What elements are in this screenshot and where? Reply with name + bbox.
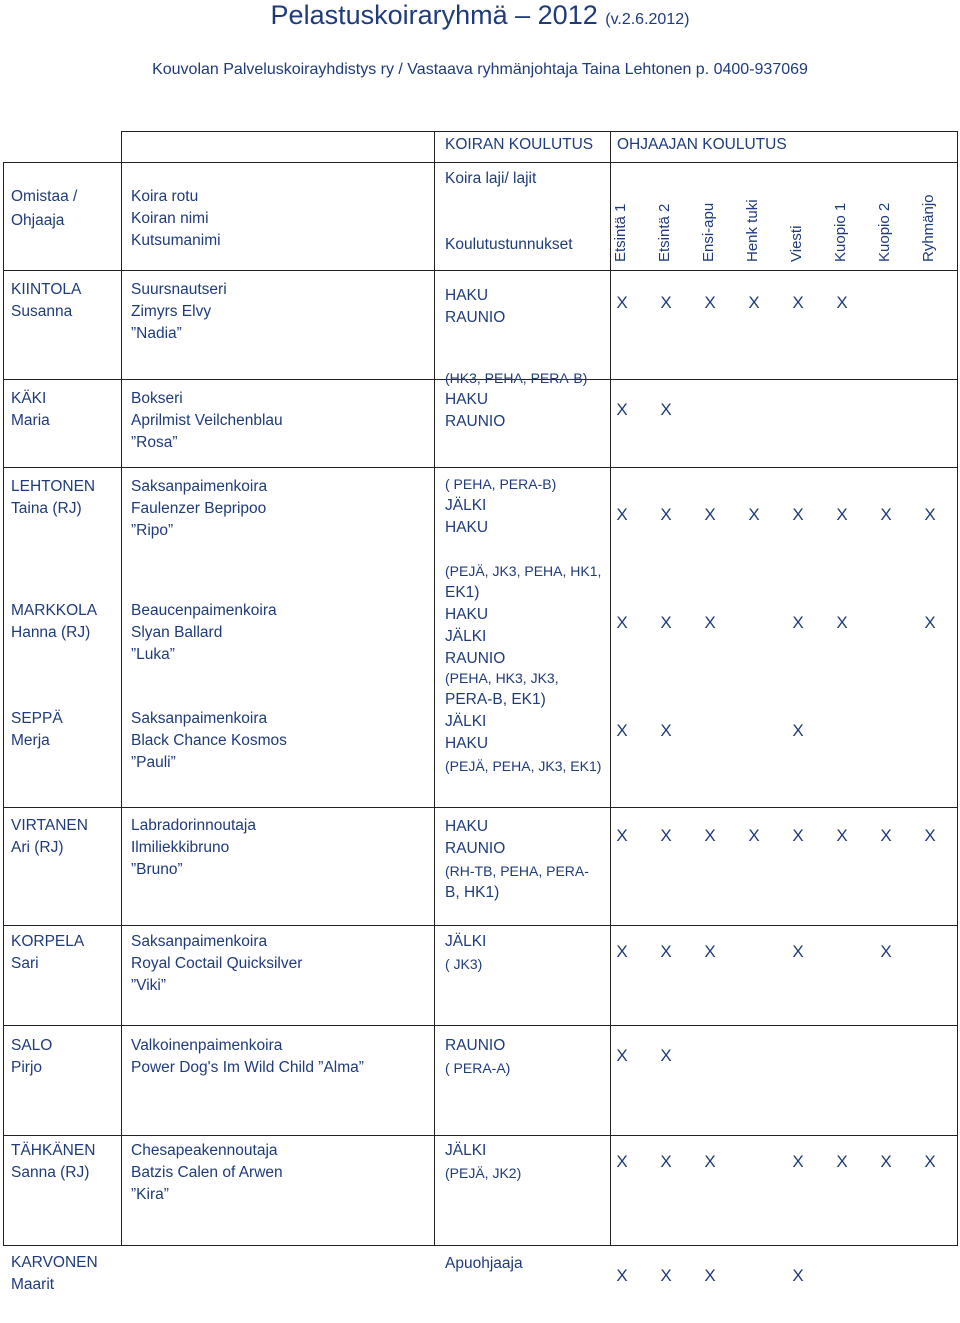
training-type: ( JK3) [445,956,483,972]
dog-info: Slyan Ballard [131,624,223,641]
training-type: JÄLKI [445,713,487,730]
training-mark: X [924,505,936,524]
dog-info: Saksanpaimenkoira [131,478,268,495]
training-type: (PEJÄ, PEHA, JK3, EK1) [445,758,602,774]
training-mark: X [616,613,628,632]
training-mark: X [792,826,804,845]
owner-name: LEHTONEN [11,478,96,495]
header-training-6: Kuopio 2 [876,202,893,262]
training-mark: X [836,293,848,312]
training-mark: X [836,505,848,524]
training-mark: X [660,293,672,312]
owner-name: SALO [11,1037,53,1054]
training-mark: X [880,505,892,524]
dog-info: ”Kira” [131,1186,169,1203]
header-training-5: Kuopio 1 [832,202,849,262]
training-mark: X [616,721,628,740]
training-mark: X [660,1046,672,1065]
owner-name: KORPELA [11,933,85,950]
dog-info: Power Dog's Im Wild Child ”Alma” [131,1059,364,1076]
dog-info: ”Ripo” [131,522,174,539]
owner-name: Merja [11,732,50,749]
header-dog-training: KOIRAN KOULUTUS [445,136,594,153]
table-rule [3,1025,958,1026]
header-call-name: Kutsumanimi [131,232,221,249]
header-training-1: Etsintä 2 [656,203,673,262]
owner-name: TÄHKÄNEN [11,1142,96,1159]
dog-info: ”Viki” [131,977,167,994]
training-mark: X [704,826,716,845]
training-mark: X [704,613,716,632]
table-rule [3,467,958,468]
dog-info: Chesapeakennoutaja [131,1142,278,1159]
table-rule [3,925,958,926]
dog-info: Ilmiliekkibruno [131,839,230,856]
owner-name: Taina (RJ) [11,500,82,517]
owner-name: Sanna (RJ) [11,1164,90,1181]
owner-name: MARKKOLA [11,602,98,619]
header-training-4: Viesti [788,225,805,262]
training-mark: X [616,1046,628,1065]
training-type: JÄLKI [445,1142,487,1159]
dog-info: Aprilmist Veilchenblau [131,412,283,429]
training-type: JÄLKI [445,933,487,950]
dog-info: ”Pauli” [131,754,176,771]
training-mark: X [616,942,628,961]
title-version: (v.2.6.2012) [605,11,690,28]
training-mark: X [792,1266,804,1285]
dog-info: Black Chance Kosmos [131,732,287,749]
dog-info: ”Bruno” [131,861,183,878]
training-mark: X [704,942,716,961]
training-type: PERA-B, EK1) [445,691,546,708]
owner-name: Hanna (RJ) [11,624,91,641]
training-type: HAKU [445,735,489,752]
training-mark: X [704,293,716,312]
training-mark: X [660,1152,672,1171]
owner-name: Ari (RJ) [11,839,64,856]
dog-info: Labradorinnoutaja [131,817,256,834]
training-mark: X [880,826,892,845]
training-mark: X [660,942,672,961]
training-type: (RH-TB, PEHA, PERA- [445,863,589,879]
header-dog-name: Koiran nimi [131,210,209,227]
header-breed: Koira rotu [131,188,199,205]
dog-info: Batzis Calen of Arwen [131,1164,283,1181]
training-mark: X [836,1152,848,1171]
table-rule [3,807,958,808]
header-handler: Ohjaaja [11,212,65,229]
training-mark: X [792,613,804,632]
header-training-0: Etsintä 1 [612,203,629,262]
training-type: ( PEHA, PERA-B) [445,476,557,492]
training-mark: X [924,1152,936,1171]
training-mark: X [792,1152,804,1171]
owner-name: Maarit [11,1276,55,1293]
training-mark: X [748,293,760,312]
training-type: HAKU [445,519,489,536]
training-mark: X [704,505,716,524]
training-type: HAKU [445,818,489,835]
header-training-3: Henk tuki [744,199,761,262]
training-mark: X [660,1266,672,1285]
table-rule [434,131,435,1245]
table-rule [610,131,611,1245]
training-mark: X [880,942,892,961]
training-mark: X [660,505,672,524]
owner-name: KARVONEN [11,1254,98,1271]
page-subtitle: Kouvolan Palveluskoirayhdistys ry / Vastaava ryhmänjohtaja Taina Lehtonen p. 0400-937069 [152,61,808,78]
training-type: HAKU [445,606,489,623]
table-rule [3,162,4,1245]
dog-info: ”Nadia” [131,325,182,342]
training-type: (PEJÄ, JK2) [445,1165,522,1181]
training-mark: X [792,721,804,740]
header-training-7: Ryhmänjo [920,194,937,262]
owner-name: VIRTANEN [11,817,88,834]
dog-info: ”Luka” [131,646,175,663]
table-rule [3,1135,958,1136]
training-mark: X [616,400,628,419]
training-mark: X [836,613,848,632]
training-mark: X [704,1152,716,1171]
table-rule [3,1245,958,1246]
training-type: JÄLKI [445,497,487,514]
table-rule [957,131,958,1245]
training-mark: X [924,613,936,632]
training-mark: X [792,505,804,524]
training-type: RAUNIO [445,309,506,326]
training-type: (PEHA, HK3, JK3, [445,670,559,686]
dog-info: Royal Coctail Quicksilver [131,955,303,972]
training-type: RAUNIO [445,413,506,430]
dog-info: Beaucenpaimenkoira [131,602,277,619]
dog-info: Zimyrs Elvy [131,303,212,320]
training-mark: X [792,942,804,961]
training-type: RAUNIO [445,1037,506,1054]
training-mark: X [616,826,628,845]
training-type: B, HK1) [445,884,500,901]
training-type: Apuohjaaja [445,1255,523,1272]
page-title [0,0,960,35]
training-type: HAKU [445,287,489,304]
training-mark: X [616,1266,628,1285]
training-mark: X [924,826,936,845]
training-type: (HK3, PEHA, PERA-B) [445,370,588,386]
training-mark: X [616,293,628,312]
training-mark: X [748,505,760,524]
training-mark: X [748,826,760,845]
training-mark: X [880,1152,892,1171]
title-text: Pelastuskoiraryhmä – 2012 [270,0,598,30]
owner-name: KÄKI [11,390,47,407]
training-mark: X [660,826,672,845]
training-mark: X [616,1152,628,1171]
training-type: (PEJÄ, JK3, PEHA, HK1, [445,563,602,579]
dog-info: ”Rosa” [131,434,178,451]
dog-info: Saksanpaimenkoira [131,933,268,950]
training-mark: X [660,721,672,740]
header-owner: Omistaa / [11,188,78,205]
owner-name: Sari [11,955,39,972]
training-type: JÄLKI [445,628,487,645]
training-type: EK1) [445,584,480,601]
owner-name: Pirjo [11,1059,43,1076]
dog-info: Bokseri [131,390,183,407]
owner-name: Maria [11,412,50,429]
training-type: HAKU [445,391,489,408]
header-codes: Koulutustunnukset [445,236,573,253]
training-mark: X [836,826,848,845]
owner-name: Susanna [11,303,73,320]
training-type: RAUNIO [445,650,506,667]
dog-info: Suursnautseri [131,281,227,298]
table-rule [121,131,958,132]
training-type: RAUNIO [445,840,506,857]
table-rule [3,270,958,271]
owner-name: SEPPÄ [11,710,63,727]
training-mark: X [616,505,628,524]
dog-info: Saksanpaimenkoira [131,710,268,727]
table-rule [3,162,958,163]
table-rule [121,131,122,1245]
owner-name: KIINTOLA [11,281,82,298]
header-training-2: Ensi-apu [700,202,717,262]
header-type: Koira laji/ lajit [445,170,537,187]
training-mark: X [660,613,672,632]
header-handler-training: OHJAAJAN KOULUTUS [617,136,787,153]
dog-info: Valkoinenpaimenkoira [131,1037,283,1054]
training-type: ( PERA-A) [445,1060,511,1076]
training-mark: X [792,293,804,312]
dog-info: Faulenzer Bepripoo [131,500,267,517]
training-mark: X [704,1266,716,1285]
training-mark: X [660,400,672,419]
